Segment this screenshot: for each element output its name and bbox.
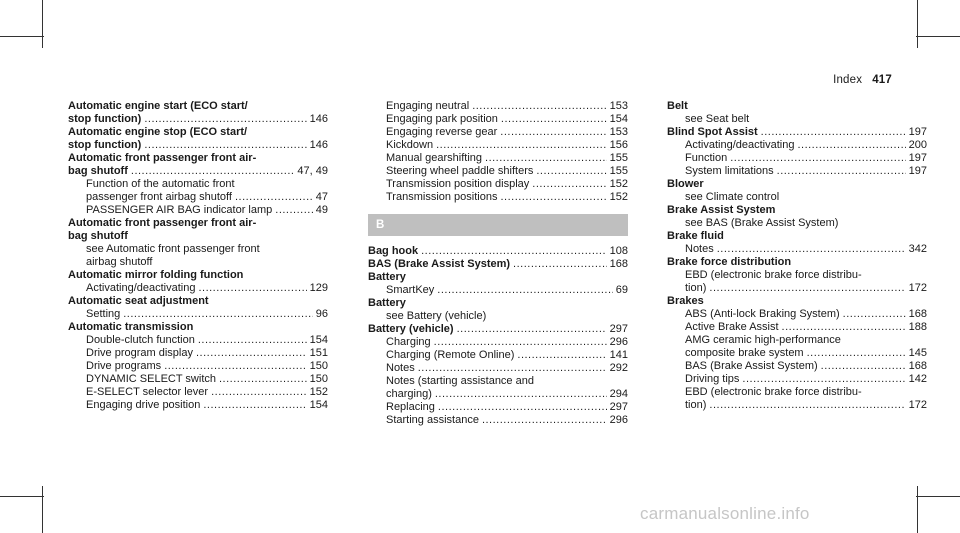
page-reference-link[interactable]: 155: [609, 165, 628, 177]
leader-dots: [472, 100, 606, 113]
entry-text: see BAS (Brake Assist System): [685, 217, 839, 229]
entry-text: Active Brake Assist: [685, 321, 779, 333]
index-subentry: [68, 204, 328, 217]
entry-text: Engaging neutral: [386, 100, 470, 112]
leader-dots: [437, 284, 612, 297]
entry-text: passenger front airbag shutoff: [86, 191, 232, 203]
entry-text: tion): [685, 282, 707, 294]
leader-dots: [434, 336, 607, 349]
index-subentry: [667, 113, 927, 126]
index-subentry: [667, 152, 927, 165]
index-entry: [68, 321, 328, 334]
index-column-1: [68, 100, 328, 412]
index-subentry: [368, 113, 628, 126]
entry-text: ABS (Anti-lock Braking System): [685, 308, 840, 320]
entry-text: stop function): [68, 113, 142, 125]
watermark: carmanualsonline.info: [640, 504, 810, 523]
page-reference-link[interactable]: 168: [908, 360, 927, 372]
leader-dots: [517, 349, 606, 362]
index-entry: [368, 271, 628, 284]
index-subentry: [368, 388, 628, 401]
entry-text: Driving tips: [685, 373, 740, 385]
leader-dots: [843, 308, 906, 321]
index-entry: [667, 100, 927, 113]
index-subentry: [368, 126, 628, 139]
page-reference-link[interactable]: 96: [315, 308, 328, 320]
index-subentry: [368, 336, 628, 349]
page-reference-link[interactable]: 152: [309, 386, 328, 398]
index-entry: [68, 295, 328, 308]
entry-text: Drive program display: [86, 347, 193, 359]
leader-dots: [709, 282, 905, 295]
page-reference-link[interactable]: 49: [315, 204, 328, 216]
entry-text: see Automatic front passenger front: [86, 243, 260, 255]
page-reference-link[interactable]: 292: [609, 362, 628, 374]
crop-mark-br-v: [917, 486, 918, 533]
page-reference-link[interactable]: 172: [908, 282, 927, 294]
entry-text: Transmission position display: [386, 178, 530, 190]
leader-dots: [421, 245, 607, 258]
index-entry: [667, 256, 927, 269]
index-subentry: [667, 282, 927, 295]
page-reference-link[interactable]: 296: [609, 336, 628, 348]
leader-dots: [198, 282, 306, 295]
entry-text: E-SELECT selector lever: [86, 386, 209, 398]
entry-text: System limitations: [685, 165, 774, 177]
entry-text: Automatic seat adjustment: [68, 295, 209, 307]
entry-text: Manual gearshifting: [386, 152, 483, 164]
entry-text: Automatic engine start (ECO start/: [68, 100, 248, 112]
index-subentry: [68, 282, 328, 295]
leader-dots: [144, 113, 306, 126]
index-entry: [667, 204, 927, 217]
leader-dots: [219, 373, 307, 386]
index-entry: [68, 152, 328, 165]
entry-text: bag shutoff: [68, 230, 128, 242]
index-entry: [68, 165, 328, 178]
entry-text: PASSENGER AIR BAG indicator lamp: [86, 204, 273, 216]
index-entry: [68, 217, 328, 230]
page-reference-link[interactable]: 47, 49: [297, 165, 328, 177]
index-entry: [667, 126, 927, 139]
page-reference-link[interactable]: 294: [609, 388, 628, 400]
leader-dots: [821, 360, 906, 373]
crop-mark-tr-h: [916, 36, 960, 37]
index-subentry: [368, 178, 628, 191]
entry-text: DYNAMIC SELECT switch: [86, 373, 216, 385]
entry-text: Drive programs: [86, 360, 162, 372]
entry-text: Transmission positions: [386, 191, 498, 203]
page-reference-link[interactable]: 154: [309, 399, 328, 411]
leader-dots: [131, 165, 295, 178]
entry-text: BAS (Brake Assist System): [685, 360, 818, 372]
page-reference-link[interactable]: 155: [609, 152, 628, 164]
page-reference-link[interactable]: 154: [609, 113, 628, 125]
entry-text: Automatic transmission: [68, 321, 194, 333]
index-subentry: [667, 308, 927, 321]
leader-dots: [438, 401, 607, 414]
entry-text: Brakes: [667, 295, 704, 307]
page-reference-link[interactable]: 129: [309, 282, 328, 294]
entry-text: Steering wheel paddle shifters: [386, 165, 534, 177]
index-subentry: [368, 414, 628, 427]
page-reference-link[interactable]: 150: [309, 373, 328, 385]
entry-text: Blind Spot Assist: [667, 126, 758, 138]
entry-text: Belt: [667, 100, 688, 112]
leader-dots: [164, 360, 306, 373]
page-reference-link[interactable]: 297: [609, 323, 628, 335]
entry-text: BAS (Brake Assist System): [368, 258, 511, 270]
index-subentry: [368, 375, 628, 388]
leader-dots: [436, 139, 607, 152]
crop-mark-tr-v: [917, 0, 918, 48]
leader-dots: [532, 178, 606, 191]
index-entry: [68, 100, 328, 113]
leader-dots: [782, 321, 906, 334]
entry-text: Engaging drive position: [86, 399, 201, 411]
page-reference-link[interactable]: 154: [309, 334, 328, 346]
leader-dots: [536, 165, 606, 178]
entry-text: stop function): [68, 139, 142, 151]
leader-dots: [797, 139, 905, 152]
page-reference-link[interactable]: 145: [908, 347, 927, 359]
page-reference-link[interactable]: 297: [609, 401, 628, 413]
leader-dots: [418, 362, 607, 375]
index-subentry: [667, 360, 927, 373]
leader-dots: [203, 399, 306, 412]
page-reference-link[interactable]: 153: [609, 126, 628, 138]
index-subentry: [68, 243, 328, 256]
entry-text: Engaging park position: [386, 113, 498, 125]
leader-dots: [761, 126, 906, 139]
page-reference-link[interactable]: 141: [609, 349, 628, 361]
entry-text: SmartKey: [386, 284, 435, 296]
index-subentry: [667, 386, 927, 399]
index-subentry: [667, 373, 927, 386]
page-reference-link[interactable]: 146: [309, 139, 328, 151]
entry-text: Bag hook: [368, 245, 419, 257]
index-subentry: [68, 347, 328, 360]
index-subentry: [368, 152, 628, 165]
index-subentry: [68, 178, 328, 191]
index-column-2: [368, 100, 628, 427]
leader-dots: [777, 165, 906, 178]
entry-text: Battery: [368, 297, 406, 309]
page-reference-link[interactable]: 197: [908, 165, 927, 177]
entry-text: Engaging reverse gear: [386, 126, 498, 138]
page-reference-link[interactable]: 152: [609, 191, 628, 203]
leader-dots: [275, 204, 312, 217]
entry-text: Battery (vehicle): [368, 323, 454, 335]
entry-text: Automatic engine stop (ECO start/: [68, 126, 248, 138]
index-subentry: [68, 334, 328, 347]
leader-dots: [742, 373, 905, 386]
index-entry: [667, 178, 927, 191]
leader-dots: [807, 347, 906, 360]
index-subentry: [368, 165, 628, 178]
index-subentry: [368, 362, 628, 375]
index-subentry: [68, 373, 328, 386]
index-entry: [368, 258, 628, 271]
leader-dots: [123, 308, 313, 321]
entry-text: Replacing: [386, 401, 435, 413]
leader-dots: [709, 399, 905, 412]
index-subentry: [667, 165, 927, 178]
page-reference-link[interactable]: 142: [908, 373, 927, 385]
index-entry: [667, 230, 927, 243]
index-subentry: [667, 321, 927, 334]
page-reference-link[interactable]: 146: [309, 113, 328, 125]
index-subentry: [667, 217, 927, 230]
index-subentry: [667, 347, 927, 360]
page-reference-link[interactable]: 197: [908, 152, 927, 164]
crop-mark-br-h: [916, 496, 960, 497]
index-entry: [68, 230, 328, 243]
index-entry: [68, 113, 328, 126]
page-reference-link[interactable]: 168: [908, 308, 927, 320]
entry-text: EBD (electronic brake force distribu-: [685, 386, 862, 398]
leader-dots: [513, 258, 607, 271]
entry-text: AMG ceramic high-performance: [685, 334, 841, 346]
index-subentry: [68, 308, 328, 321]
entry-text: Setting: [86, 308, 121, 320]
index-subentry: [368, 349, 628, 362]
leader-dots: [717, 243, 906, 256]
entry-text: Brake force distribution: [667, 256, 792, 268]
page-header: [833, 74, 892, 86]
entry-text: Charging (Remote Online): [386, 349, 515, 361]
crop-mark-tl-h: [0, 36, 44, 37]
index-subentry: [368, 284, 628, 297]
crop-mark-bl-v: [42, 486, 43, 533]
leader-dots: [196, 347, 307, 360]
entry-text: EBD (electronic brake force distribu-: [685, 269, 862, 281]
entry-text: Charging: [386, 336, 431, 348]
page-reference-link[interactable]: 108: [609, 245, 628, 257]
leader-dots: [198, 334, 307, 347]
section-header: B: [368, 214, 628, 236]
page-reference-link[interactable]: 200: [908, 139, 927, 151]
leader-dots: [730, 152, 905, 165]
index-subentry: [368, 191, 628, 204]
leader-dots: [457, 323, 607, 336]
entry-text: Activating/deactivating: [685, 139, 795, 151]
entry-text: see Battery (vehicle): [386, 310, 487, 322]
page-reference-link[interactable]: 152: [609, 178, 628, 190]
leader-dots: [485, 152, 607, 165]
entry-text: Notes (starting assistance and: [386, 375, 534, 387]
page-reference-link[interactable]: 168: [609, 258, 628, 270]
leader-dots: [500, 191, 606, 204]
index-subentry: [68, 360, 328, 373]
entry-text: Brake Assist System: [667, 204, 776, 216]
entry-text: tion): [685, 399, 707, 411]
entry-text: see Seat belt: [685, 113, 750, 125]
entry-text: airbag shutoff: [86, 256, 153, 268]
index-entry: [68, 139, 328, 152]
leader-dots: [235, 191, 313, 204]
index-entry: [368, 297, 628, 310]
index-subentry: [68, 386, 328, 399]
page-reference-link[interactable]: 69: [615, 284, 628, 296]
entry-text: Function of the automatic front: [86, 178, 235, 190]
index-subentry: [667, 191, 927, 204]
index-subentry: [368, 401, 628, 414]
index-subentry: [667, 334, 927, 347]
entry-text: Function: [685, 152, 728, 164]
index-entry: [368, 323, 628, 336]
page-reference-link[interactable]: 150: [309, 360, 328, 372]
entry-text: see Climate control: [685, 191, 780, 203]
index-subentry: [368, 310, 628, 323]
index-subentry: [368, 100, 628, 113]
entry-text: Notes: [685, 243, 714, 255]
page-reference-link[interactable]: 342: [908, 243, 927, 255]
crop-mark-bl-h: [0, 496, 44, 497]
page-reference-link[interactable]: 197: [908, 126, 927, 138]
page-reference-link[interactable]: 172: [908, 399, 927, 411]
leader-dots: [500, 126, 606, 139]
entry-text: Blower: [667, 178, 704, 190]
entry-text: Double-clutch function: [86, 334, 195, 346]
page-reference-link[interactable]: 153: [609, 100, 628, 112]
page-reference-link[interactable]: 47: [315, 191, 328, 203]
leader-dots: [501, 113, 607, 126]
entry-text: Brake fluid: [667, 230, 724, 242]
index-entry: [667, 295, 927, 308]
page-reference-link[interactable]: 156: [609, 139, 628, 151]
index-subentry: [667, 139, 927, 152]
leader-dots: [144, 139, 306, 152]
leader-dots: [211, 386, 307, 399]
entry-text: composite brake system: [685, 347, 804, 359]
index-entry: [368, 245, 628, 258]
index-label: Index: [833, 74, 863, 86]
page-reference-link[interactable]: 188: [908, 321, 927, 333]
page-reference-link[interactable]: 296: [609, 414, 628, 426]
index-column-3: [667, 100, 927, 412]
entry-text: Activating/deactivating: [86, 282, 196, 294]
index-subentry: [68, 399, 328, 412]
entry-text: Notes: [386, 362, 415, 374]
leader-dots: [435, 388, 607, 401]
crop-mark-tl-v: [42, 0, 43, 48]
index-entry: [68, 126, 328, 139]
index-subentry: [667, 269, 927, 282]
entry-text: Automatic mirror folding function: [68, 269, 244, 281]
index-subentry: [68, 256, 328, 269]
leader-dots: [482, 414, 607, 427]
entry-text: Battery: [368, 271, 406, 283]
page-reference-link[interactable]: 151: [309, 347, 328, 359]
entry-text: Automatic front passenger front air-: [68, 152, 257, 164]
page-number: 417: [872, 74, 892, 86]
entry-text: bag shutoff: [68, 165, 128, 177]
entry-text: charging): [386, 388, 432, 400]
index-subentry: [667, 243, 927, 256]
entry-text: Automatic front passenger front air-: [68, 217, 257, 229]
index-subentry: [68, 191, 328, 204]
index-subentry: [667, 399, 927, 412]
entry-text: Kickdown: [386, 139, 434, 151]
index-entry: [68, 269, 328, 282]
index-subentry: [368, 139, 628, 152]
entry-text: Starting assistance: [386, 414, 479, 426]
